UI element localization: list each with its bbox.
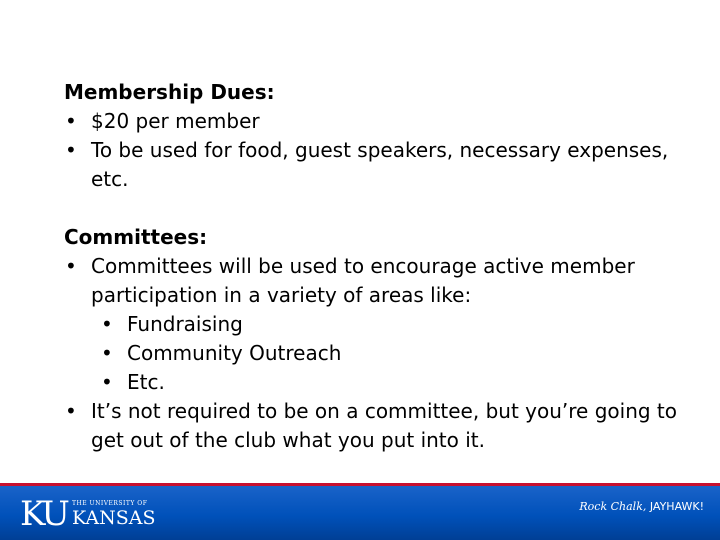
committees-bullet [64,252,684,310]
committees-sub-bullet [100,339,684,368]
bullet-icon: • [101,341,113,365]
bullet-icon: • [101,312,113,336]
ku-logo-name: KANSAS [72,507,156,529]
committees-bullet [64,397,684,455]
membership-bullet [64,136,684,194]
membership-bullet-text: $20 per member [91,109,260,133]
membership-bullet-text: To be used for food, guest speakers, necessary expenses, etc. [91,138,669,191]
committees-sub-bullet-text: Community Outreach [127,341,342,365]
section-gap [64,194,684,223]
membership-heading: Membership Dues: [64,80,275,104]
ku-logo-mark: KU [20,494,67,534]
footer-bar [0,483,720,540]
committees-sub-bullet [100,310,684,339]
bullet-icon: • [101,370,113,394]
bullet-icon: • [65,109,77,133]
tagline-part-a: Rock Chalk, [579,500,650,513]
ku-logo-subtitle: THE UNIVERSITY OF [72,500,148,507]
tagline-part-b: JAYHAWK! [649,500,704,513]
footer-tagline [579,500,704,514]
committees-sub-bullet-text: Etc. [127,370,165,394]
bullet-icon: • [65,138,77,162]
membership-bullet [64,107,684,136]
committees-bullet-text: It’s not required to be on a committee, but you’re going to get out of the club what you put into it. [91,399,677,452]
committees-bullet-text: Committees will be used to encourage active member participation in a variety of areas like: [91,254,635,307]
committees-sub-bullet [100,368,684,397]
committees-sub-bullet-text: Fundraising [127,312,243,336]
bullet-icon: • [65,399,77,423]
slide-body [64,78,684,455]
bullet-icon: • [65,254,77,278]
committees-heading: Committees: [64,225,208,249]
